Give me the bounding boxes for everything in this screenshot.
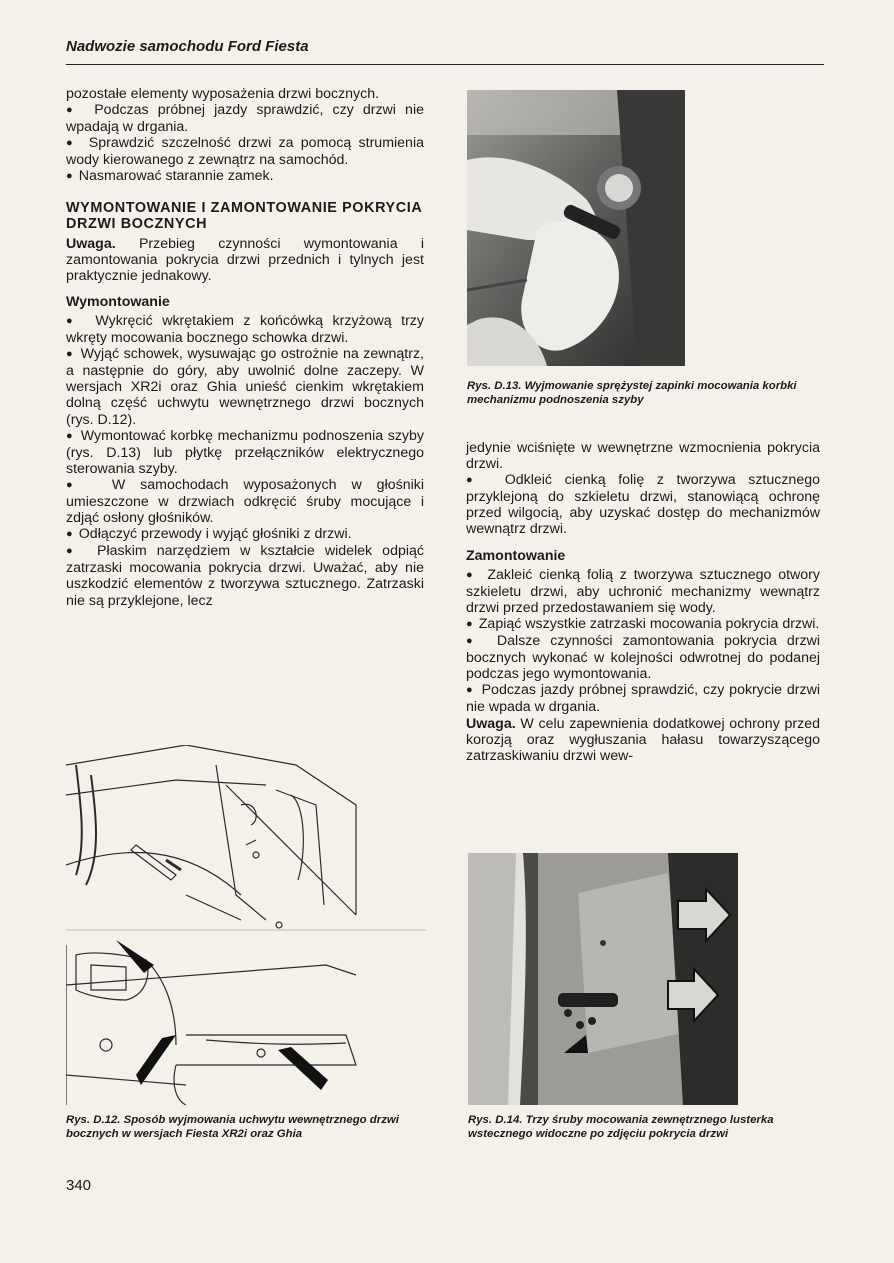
list-item: ● Zakleić cienką folią z tworzywa sztucznego otwory szkieletu drzwi, aby uchronić mechanizmy wewnątrz drzwi przed przedostawaniem się wody. — [466, 567, 820, 616]
figure-d12-caption: Rys. D.12. Sposób wyjmowania uchwytu wewnętrznego drzwi bocznych w wersjach Fiesta XR2i oraz Ghia — [66, 1114, 399, 1140]
note-text: Przebieg czynności wymontowania i zamontowania pokrycia drzwi przednich i tylnych jest praktycznie jednakowy. — [66, 235, 424, 284]
note-paragraph — [66, 236, 424, 284]
list-item: ● Odkleić cienką folię z tworzywa sztucznego przyklejoną do szkieletu drzwi, stanowiącą ochronę przed wilgocią, aby uzyskać dostęp do mechanizmów wewnątrz drzwi. — [466, 472, 820, 537]
list-item: ● W samochodach wyposażonych w głośniki umieszczone w drzwiach odkręcić śruby mocujące i zdjąć osłony głośników. — [66, 477, 424, 526]
list-item: ● Sprawdzić szczelność drzwi za pomocą strumienia wody kierowanego z zewnątrz na samochód. — [66, 135, 424, 168]
left-column — [66, 86, 424, 609]
figure-d13-photo — [467, 90, 685, 366]
list-item: ● Dalsze czynności zamontowania pokrycia drzwi bocznych wykonać w kolejności odwrotnej do podanej podczas jego wymontowania. — [466, 633, 820, 682]
note-label: Uwaga. — [66, 235, 116, 252]
continuation-text: jedynie wciśnięte w wewnętrzne wzmocnienia pokrycia drzwi. — [466, 440, 820, 473]
figure-d14-photo — [468, 853, 738, 1105]
list-item: ● Podczas jazdy próbnej sprawdzić, czy pokrycie drzwi nie wpada w drgania. — [466, 682, 820, 715]
figure-d13-caption: Rys. D.13. Wyjmowanie sprężystej zapinki mocowania korbki mechanizmu podnoszenia szyby — [467, 380, 797, 406]
header-rule — [66, 64, 824, 65]
running-header: Nadwozie samochodu Ford Fiesta — [66, 38, 309, 55]
note-paragraph — [466, 716, 820, 764]
door-crank-photo-illustration — [467, 90, 685, 366]
list-item: ● Wyjąć schowek, wysuwając go ostrożnie na zewnątrz, a następnie do góry, aby uwolnić dolne zaczepy. W wersjach XR2i oraz Ghia unieść cienkim wkrętakiem dolną część uchwytu wewnętrznego drzwi bocznych (rys. D.12). — [66, 346, 424, 427]
list-item: ● Podczas próbnej jazdy sprawdzić, czy drzwi nie wpadają w drgania. — [66, 102, 424, 135]
door-frame-photo-illustration — [468, 853, 738, 1105]
figure-d14-caption: Rys. D.14. Trzy śruby mocowania zewnętrznego lusterka wstecznego widoczne po zdjęciu pokrycia drzwi — [468, 1114, 774, 1140]
list-item: ● Odłączyć przewody i wyjąć głośniki z drzwi. — [66, 526, 424, 543]
subheading-removal: Wymontowanie — [66, 293, 170, 310]
section-heading: WYMONTOWANIE I ZAMONTOWANIE POKRYCIA DRZWI BOCZNYCH — [66, 199, 422, 232]
note-text: W celu zapewnienia dodatkowej ochrony przed korozją oraz wygłuszania hałasu towarzyszącego zatrzaskiwaniu drzwi wew- — [466, 715, 820, 764]
page-number: 340 — [66, 1177, 92, 1194]
list-item: ● Wykręcić wkrętakiem z końcówką krzyżową trzy wkręty mocowania bocznego schowka drzwi. — [66, 313, 424, 346]
right-column — [466, 440, 820, 764]
list-item: ● Zapiąć wszystkie zatrzaski mocowania pokrycia drzwi. — [466, 616, 820, 633]
figure-d12-drawing — [66, 745, 426, 1105]
list-item: ● Wymontować korbkę mechanizmu podnoszenia szyby (rys. D.13) lub płytkę przełączników elektrycznego sterowania szyby. — [66, 428, 424, 477]
subheading-installation: Zamontowanie — [466, 547, 566, 564]
list-item: ● Płaskim narzędziem w kształcie widelek odpiąć zatrzaski mocowania pokrycia drzwi. Uważać, aby nie uszkodzić elementów z tworzywa sztucznego. Zatrzaski nie są przyklejone, lecz — [66, 543, 424, 608]
door-handle-diagram — [66, 745, 426, 1105]
note-label: Uwaga. — [466, 715, 516, 732]
list-item: ● Nasmarować starannie zamek. — [66, 168, 424, 185]
intro-text: pozostałe elementy wyposażenia drzwi bocznych. — [66, 86, 380, 102]
